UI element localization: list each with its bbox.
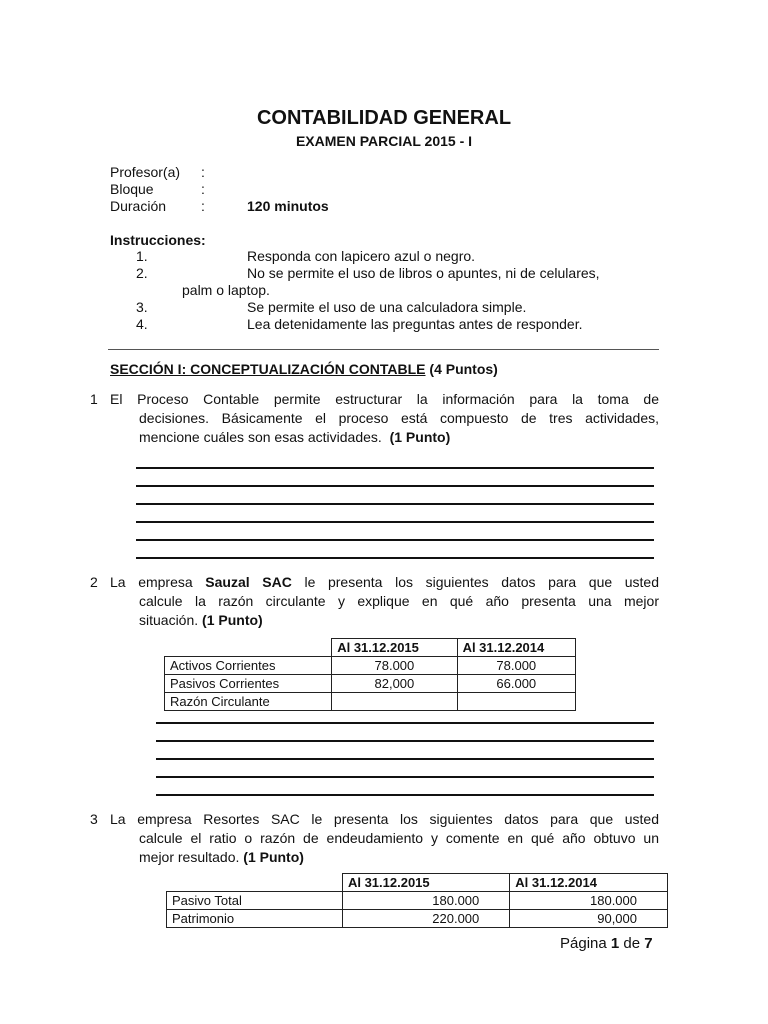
- document-subtitle: EXAMEN PARCIAL 2015 - I: [295, 133, 473, 149]
- question-line-last: [110, 428, 659, 447]
- question-line: [110, 573, 659, 592]
- table-cell-value: 78.000: [457, 657, 575, 675]
- instruction-number: 2.: [136, 265, 148, 281]
- question-number: 2: [90, 574, 98, 590]
- table-cell-label: Pasivos Corrientes: [165, 675, 332, 693]
- table-row: [167, 910, 668, 928]
- table-row: [165, 675, 576, 693]
- question-line-last: [110, 848, 659, 867]
- ratio-table-sauzal: [164, 638, 576, 711]
- table-cell-label: Razón Circulante: [165, 693, 332, 711]
- question-2-text: [110, 573, 659, 630]
- table-cell-value: 180.000: [510, 892, 668, 910]
- question-line-text: mencione cuáles son esas actividades.: [139, 429, 382, 445]
- answer-line: [136, 521, 654, 523]
- section-heading: [110, 361, 498, 377]
- question-number: 1: [90, 391, 98, 407]
- table-header-cell: Al 31.12.2014: [510, 874, 668, 892]
- page-footer: [560, 935, 653, 952]
- table-cell-value: 180.000: [342, 892, 509, 910]
- table-header-cell: Al 31.12.2015: [332, 639, 457, 657]
- instruction-text: Se permite el uso de una calculadora simple.: [247, 299, 527, 315]
- table-cell-value: [457, 693, 575, 711]
- question-number: 3: [90, 811, 98, 827]
- answer-line: [136, 557, 654, 559]
- table-cell-empty: [165, 639, 332, 657]
- question-line-last: [110, 611, 659, 630]
- question-points: (1 Punto): [389, 429, 451, 445]
- table-cell-empty: [167, 874, 343, 892]
- meta-value-duracion: 120 minutos: [247, 198, 329, 214]
- table-row: [167, 892, 668, 910]
- table-header-cell: Al 31.12.2014: [457, 639, 575, 657]
- table-cell-value: 220.000: [342, 910, 509, 928]
- document-title: CONTABILIDAD GENERAL: [256, 107, 512, 129]
- answer-line: [136, 485, 654, 487]
- table-cell-label: Patrimonio: [167, 910, 343, 928]
- answer-line: [136, 503, 654, 505]
- page-number: 1: [610, 935, 620, 952]
- answer-line: [156, 758, 654, 760]
- question-line: decisiones. Básicamente el proceso está compuesto de tres actividades,: [139, 410, 659, 426]
- table-cell-label: Pasivo Total: [167, 892, 343, 910]
- table-row: [165, 657, 576, 675]
- question-text: le presenta los siguientes datos para que usted: [291, 574, 660, 590]
- answer-line: [156, 794, 654, 796]
- table-cell-value: 78.000: [332, 657, 457, 675]
- table-cell-label: Activos Corrientes: [165, 657, 332, 675]
- answer-line: [156, 722, 654, 724]
- meta-label-bloque: Bloque: [110, 181, 154, 197]
- instruction-text-continued: palm o laptop.: [182, 282, 270, 298]
- question-1-text: [110, 390, 659, 447]
- question-line: calcule el ratio o razón de endeudamiento y comente en qué año obtuvo un: [139, 830, 659, 846]
- question-line-text: mejor resultado.: [139, 849, 240, 865]
- instruction-number: 4.: [136, 316, 148, 332]
- answer-line: [156, 776, 654, 778]
- instruction-text: Responda con lapicero azul o negro.: [247, 248, 476, 264]
- instruction-number: 1.: [136, 248, 148, 264]
- meta-label-profesor: Profesor(a): [110, 164, 181, 180]
- section-divider: [108, 349, 659, 350]
- meta-colon: :: [201, 181, 205, 197]
- table-cell-value: 90,000: [510, 910, 668, 928]
- instruction-text: Lea detenidamente las preguntas antes de responder.: [247, 316, 583, 332]
- table-cell-value: 66.000: [457, 675, 575, 693]
- page-word: Página: [560, 935, 607, 952]
- company-name: Sauzal SAC: [205, 574, 292, 590]
- question-points: (1 Punto): [243, 849, 304, 865]
- ratio-table-resortes: [166, 873, 668, 928]
- table-header-row: [167, 874, 668, 892]
- table-header-row: [165, 639, 576, 657]
- table-header-cell: Al 31.12.2015: [342, 874, 509, 892]
- answer-line: [156, 740, 654, 742]
- table-row: [165, 693, 576, 711]
- question-line: La empresa Resortes SAC le presenta los siguientes datos para que usted: [110, 811, 659, 827]
- meta-colon: :: [201, 164, 205, 180]
- meta-colon: :: [201, 198, 205, 214]
- question-text: La empresa: [110, 574, 206, 590]
- question-line: El Proceso Contable permite estructurar la información para la toma de: [110, 391, 659, 407]
- answer-line: [136, 539, 654, 541]
- table-cell-value: 82,000: [332, 675, 457, 693]
- section-points: (4 Puntos): [429, 361, 498, 377]
- of-word: de: [623, 935, 641, 952]
- meta-label-duracion: Duración: [110, 198, 167, 214]
- question-line-text: situación.: [139, 612, 199, 628]
- question-3-text: [110, 810, 659, 867]
- instruction-text: No se permite el uso de libros o apuntes, ni de celulares,: [247, 265, 600, 281]
- page-total: 7: [644, 935, 653, 952]
- instruction-number: 3.: [136, 299, 148, 315]
- answer-line: [136, 467, 654, 469]
- instructions-heading: Instrucciones:: [110, 232, 206, 248]
- question-points: (1 Punto): [202, 612, 263, 628]
- table-cell-value: [332, 693, 457, 711]
- section-title: SECCIÓN I: CONCEPTUALIZACIÓN CONTABLE: [110, 361, 426, 377]
- question-line: calcule la razón circulante y explique en qué año presenta una mejor: [139, 593, 659, 609]
